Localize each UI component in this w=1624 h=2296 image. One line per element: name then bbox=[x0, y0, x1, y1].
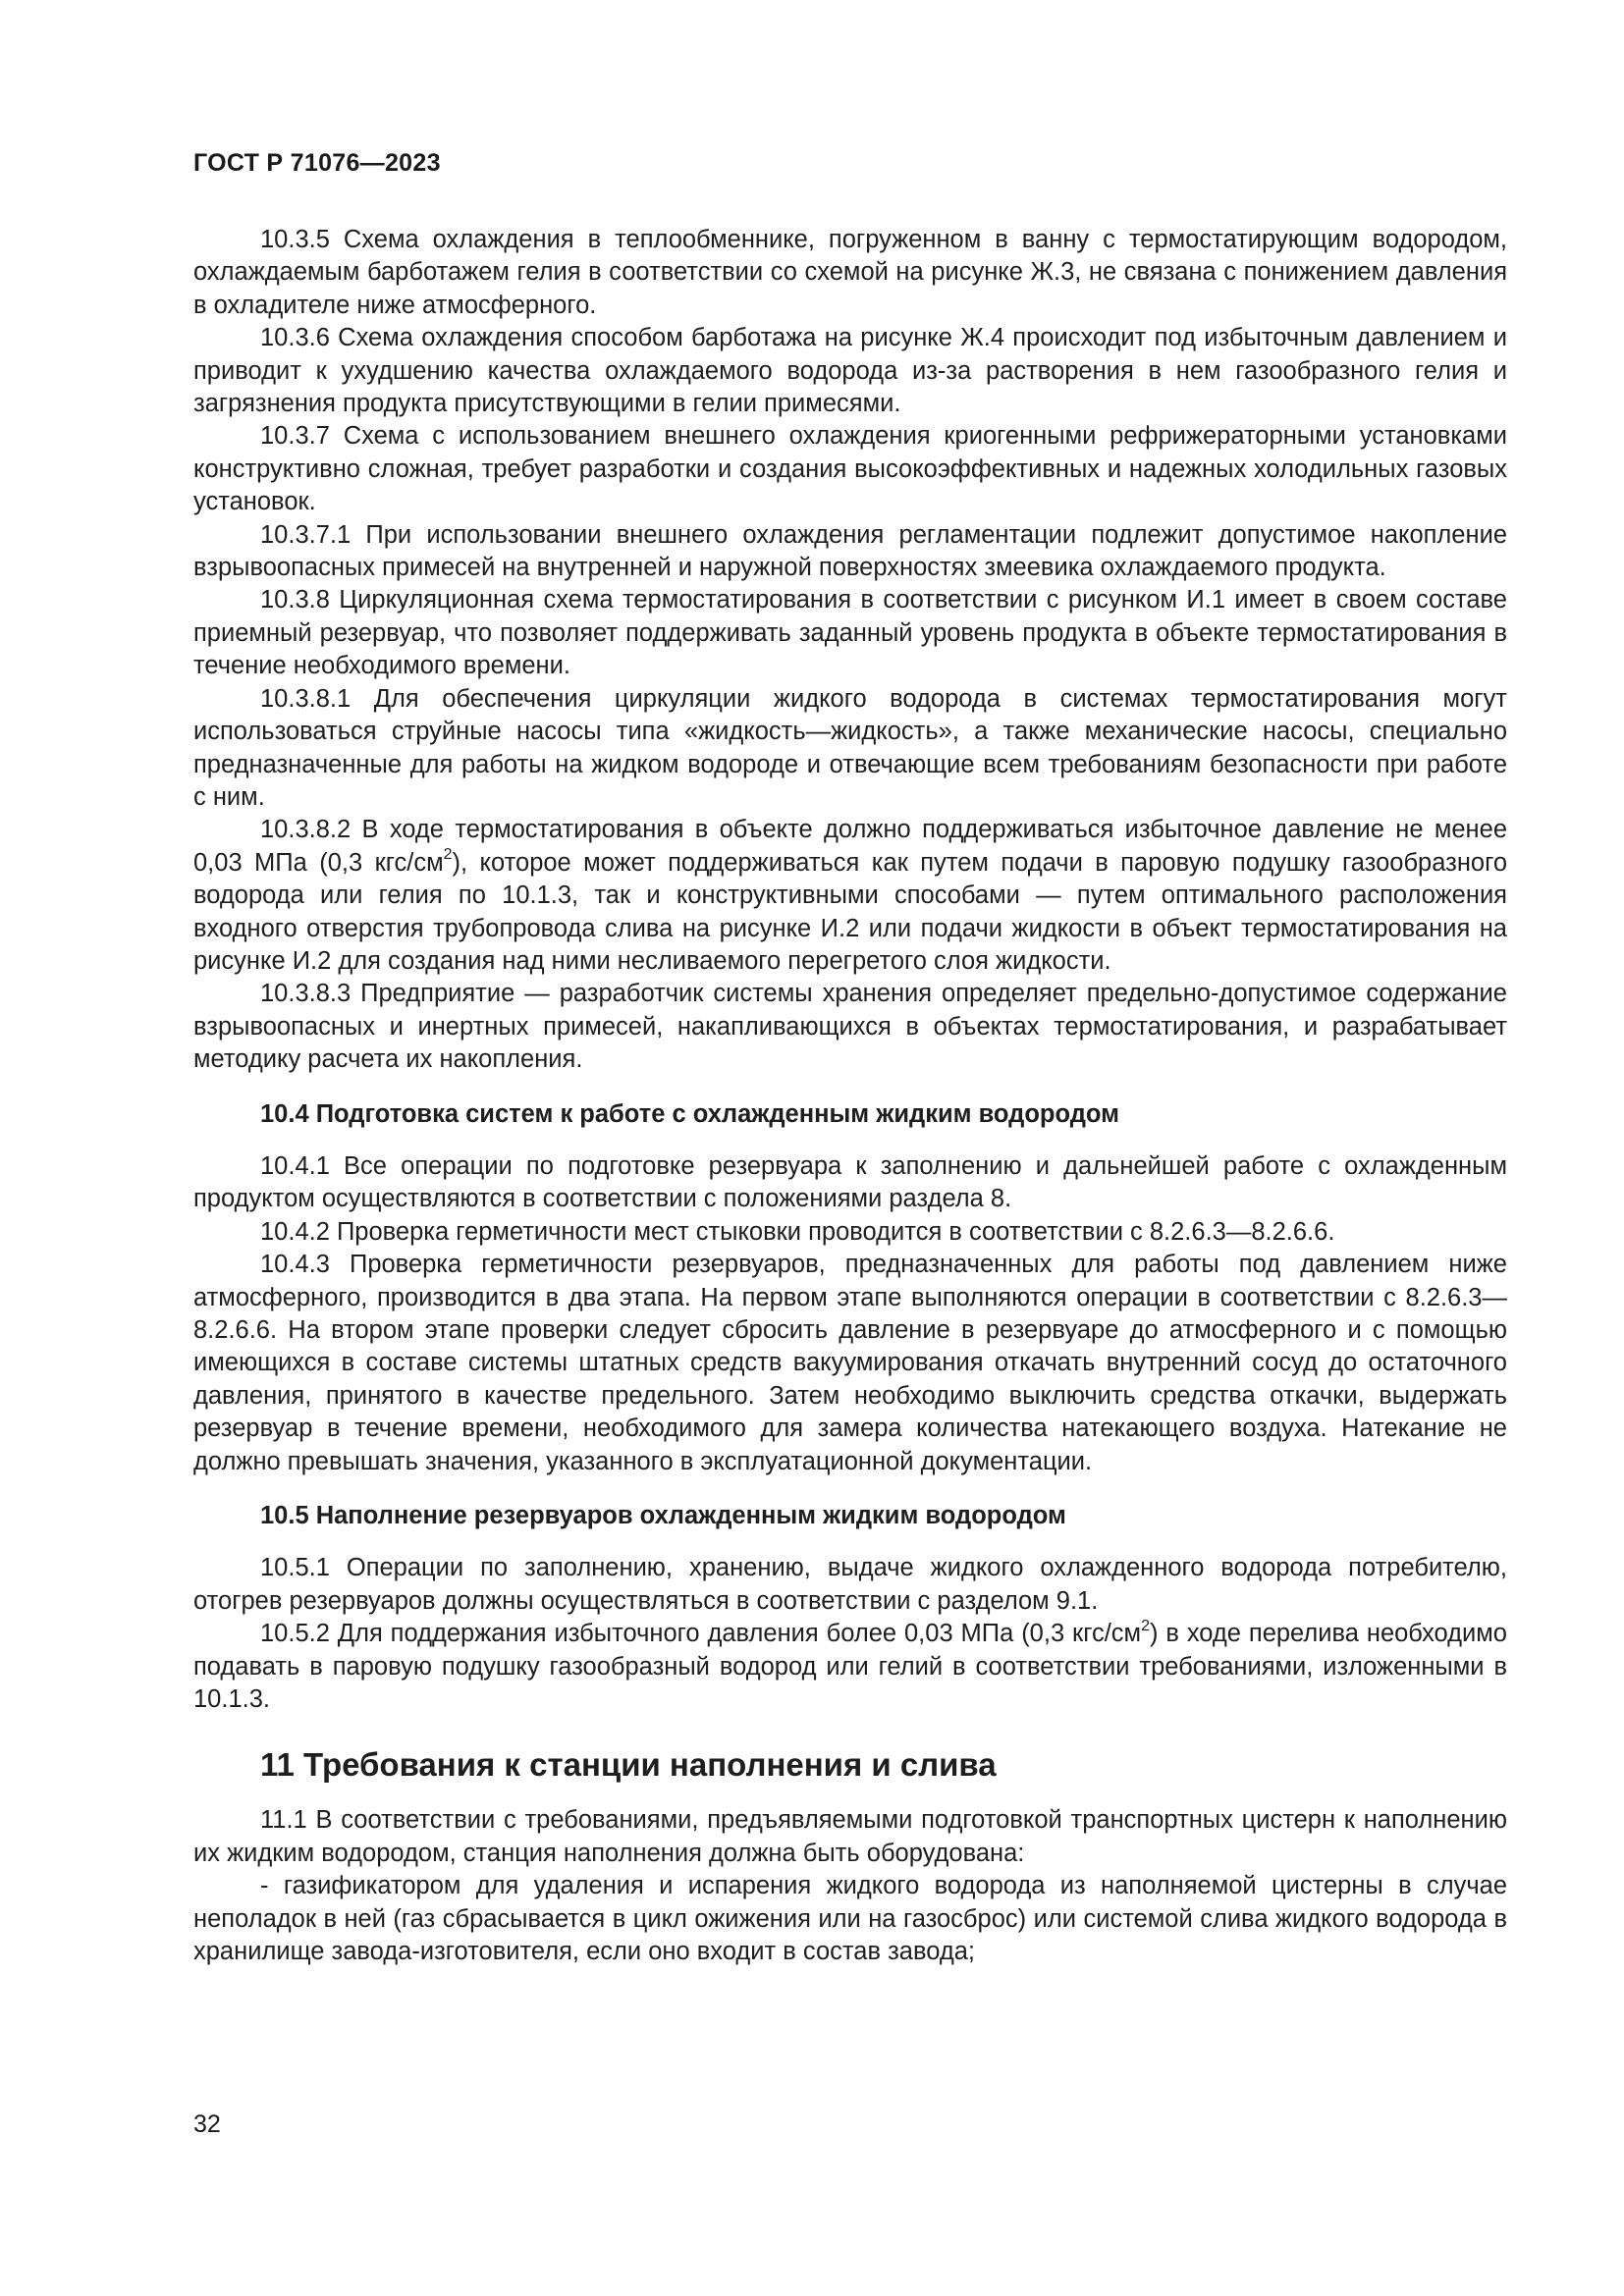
paragraph-text: ) в ходе перелива необходимо подавать в паровую подушку газообразный водород или гелий в соответствии требованиями, изложенными в 10.1.3. bbox=[193, 1620, 1507, 1714]
paragraph-10-4-3: 10.4.3 Проверка герметичности резервуаров, предназначенных для работы под давлением ниже атмосферного, производится в два этапа. На первом этапе выполняются операции в соответствии с 8.2.6.3—8.2.6.6. На втором этапе проверки следует сбросить давление в резервуаре до атмосферного и с помощью имеющихся в составе системы штатных средств вакуумирования откачать внутренний сосуд до остаточного давления, принятого в качестве предельного. Затем необходимо выключить средства откачки, выдержать резервуар в течение времени, необходимого для замера количества натекающего воздуха. Натекание не должно превышать значения, указанного в эксплуатационной документации. bbox=[193, 1251, 1507, 1475]
page-number: 32 bbox=[193, 2110, 221, 2138]
paragraph-10-4-1: 10.4.1 Все операции по подготовке резервуара к заполнению и дальнейшей работе с охлажденным продуктом осуществляются в соответствии с положениями раздела 8. bbox=[193, 1151, 1507, 1213]
subsection-heading-10-5: 10.5 Наполнение резервуаров охлажденным жидким водородом bbox=[260, 1502, 1066, 1530]
superscript: 2 bbox=[1141, 1617, 1150, 1634]
paragraph-10-3-8-1: 10.3.8.1 Для обеспечения циркуляции жидкого водорода в системах термостатирования могут использоваться струйные насосы типа «жидкость—жидкость», а также механические насосы, специально предназначенные для работы на жидком водороде и отвечающие всем требованиям безопасности при работе с ним. bbox=[193, 684, 1507, 811]
superscript: 2 bbox=[443, 846, 453, 864]
paragraph-11-1: 11.1 В соответствии с требованиями, предъявляемыми подготовкой транспортных цистерн к наполнению их жидким водородом, станция наполнения должна быть оборудована: bbox=[193, 1806, 1507, 1867]
paragraph-text: 10.5.2 Для поддержания избыточного давления более 0,03 МПа (0,3 кгс/см bbox=[260, 1620, 1142, 1648]
paragraph-10-5-2 bbox=[193, 1618, 1507, 1716]
paragraph-10-5-1: 10.5.1 Операции по заполнению, хранению, выдаче жидкого охлажденного водорода потребителю, отогрев резервуаров должны осуществляться в соответствии с разделом 9.1. bbox=[193, 1554, 1507, 1615]
paragraph-10-3-7: 10.3.7 Схема с использованием внешнего охлаждения криогенными рефрижераторными установками конструктивно сложная, требует разработки и создания высокоэффективных и надежных холодильных газовых установок. bbox=[193, 422, 1507, 516]
list-item: - газификатором для удаления и испарения жидкого водорода из наполняемой цистерны в случае неполадок в ней (газ сбрасывается в цикл ожижения или на газосброс) или системой слива жидкого водорода в хранилище завода-изготовителя, если оно входит в состав завода; bbox=[193, 1872, 1507, 1966]
paragraph-10-3-8-3: 10.3.8.3 Предприятие — разработчик системы хранения определяет предельно-допустимое содержание взрывоопасных и инертных примесей, накапливающихся в объектах термостатирования, и разрабатывает методику расчета их накопления. bbox=[193, 980, 1507, 1074]
section-heading-11: 11 Требования к станции наполнения и слива bbox=[260, 1746, 997, 1784]
subsection-heading-10-4: 10.4 Подготовка систем к работе с охлажденным жидким водородом bbox=[260, 1099, 1120, 1128]
paragraph-10-3-6: 10.3.6 Схема охлаждения способом барботажа на рисунке Ж.4 происходит под избыточным давлением и приводит к ухудшению качества охлаждаемого водорода из-за растворения в нем газообразного гелия и загрязнения продукта присутствующими в гелии примесями. bbox=[193, 324, 1507, 418]
paragraph-10-3-8: 10.3.8 Циркуляционная схема термостатирования в соответствии с рисунком И.1 имеет в своем составе приемный резервуар, что позволяет поддерживать заданный уровень продукта в объекте термостатирования в течение необходимого времени. bbox=[193, 586, 1507, 680]
paragraph-10-3-5: 10.3.5 Схема охлаждения в теплообменнике, погруженном в ванну с термостатирующим водородом, охлаждаемым барботажем гелия в соответствии со схемой на рисунке Ж.3, не связана с понижением давления в охладителе ниже атмосферного. bbox=[193, 226, 1507, 319]
paragraph-text: ), которое может поддерживаться как путем подачи в паровую подушку газообразного водорода или гелия по 10.1.3, так и конструктивными способами — путем оптимального расположения входного отверстия трубопровода слива на рисунке И.2 или подачи жидкости в объект термостатирования на рисунке И.2 для создания над ними несливаемого перегретого слоя жидкости. bbox=[193, 848, 1508, 975]
page-body bbox=[193, 224, 1507, 1969]
paragraph-10-3-8-2 bbox=[193, 814, 1507, 978]
document-code: ГОСТ Р 71076—2023 bbox=[193, 149, 441, 177]
paragraph-text: 10.3.8.2 В ходе термостатирования в объекте должно поддерживаться избыточное давление не менее 0,03 МПа (0,3 кгс/см bbox=[193, 816, 1507, 877]
paragraph-10-4-2: 10.4.2 Проверка герметичности мест стыковки проводится в соответствии с 8.2.6.3—8.2.6.6. bbox=[260, 1217, 1335, 1246]
paragraph-10-3-7-1: 10.3.7.1 При использовании внешнего охлаждения регламентации подлежит допустимое накопление взрывоопасных примесей на внутренней и наружной поверхностях змеевика охлаждаемого продукта. bbox=[193, 520, 1507, 582]
